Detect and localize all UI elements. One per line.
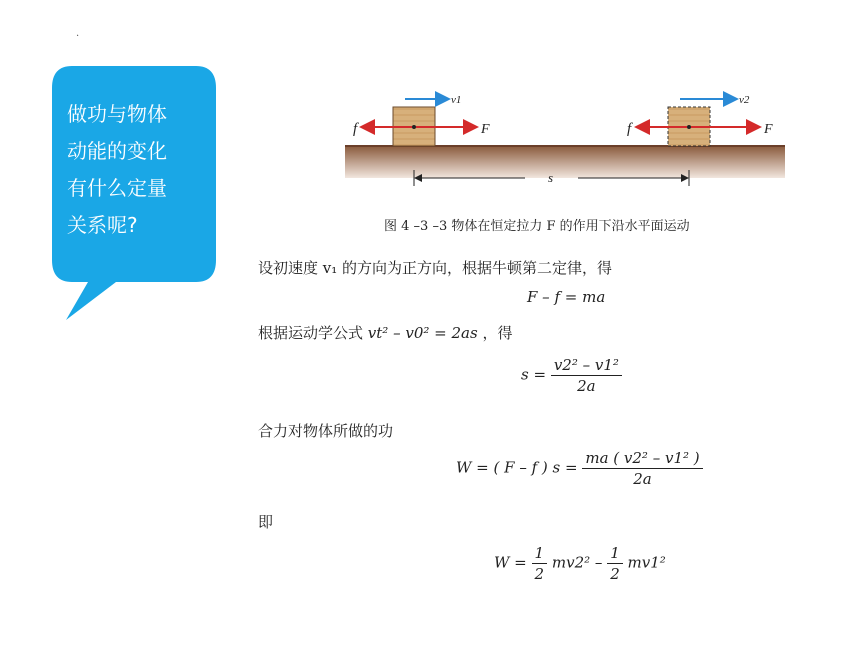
motion-diagram [345, 82, 785, 197]
speech-bubble [50, 66, 220, 326]
equation-displacement-lhs: s = [521, 365, 547, 384]
text-line-2-suffix: ，得 [482, 324, 513, 342]
text-line-4: 即 [258, 513, 274, 531]
label-s: s [548, 170, 554, 185]
denominator: 2 [610, 565, 620, 583]
equation-displacement [521, 356, 622, 395]
fraction [607, 544, 623, 583]
equation-newton: F – f = ma [527, 288, 606, 306]
text-line-2 [258, 322, 512, 343]
denominator: 2 [534, 565, 545, 583]
fraction [551, 356, 622, 395]
text-line-2-prefix: 根据运动学公式 [258, 324, 364, 342]
label-f-left: f [353, 121, 358, 137]
denominator: 2a [577, 377, 596, 395]
figure-caption: 图 4 –3 –3 物体在恒定拉力 F 的作用下沿水平面运动 [384, 219, 690, 234]
label-F-left: F [481, 122, 490, 137]
bubble-line: 做功与物体 [67, 102, 167, 126]
equation-ke-middle: mv2² – [551, 553, 603, 572]
numerator: 1 [532, 544, 548, 564]
bubble-line: 动能的变化 [67, 139, 167, 163]
equation-work [456, 449, 703, 488]
label-v2: v2 [739, 94, 750, 106]
equation-work-lhs: W = ( F – f ) s = [456, 458, 578, 477]
bubble-question [67, 96, 207, 244]
text-line-1: 设初速度 v₁ 的方向为正方向，根据牛顿第二定律，得 [258, 259, 613, 277]
label-v1: v1 [451, 94, 462, 106]
numerator: v2² – v1² [551, 356, 622, 376]
denominator: 2a [633, 470, 652, 488]
fraction [582, 449, 702, 488]
bubble-line: 有什么定量 [67, 176, 167, 200]
label-F-right: F [764, 122, 773, 137]
fraction [532, 544, 548, 583]
motion-figure [345, 82, 785, 201]
equation-ke-lhs: W = [494, 553, 527, 572]
numerator: ma ( v2² – v1² ) [582, 449, 702, 469]
equation-ke-end: mv1² [627, 553, 666, 572]
bubble-line: 关系呢? [67, 213, 138, 237]
numerator: 1 [607, 544, 623, 564]
kinematics-formula: vt² – v0² = 2as [367, 324, 478, 342]
corner-mark: . [76, 28, 80, 39]
text-line-3: 合力对物体所做的功 [258, 422, 394, 440]
label-f-right: f [627, 121, 632, 137]
equation-kinetic-energy [494, 544, 666, 583]
ground-surface [345, 146, 785, 178]
